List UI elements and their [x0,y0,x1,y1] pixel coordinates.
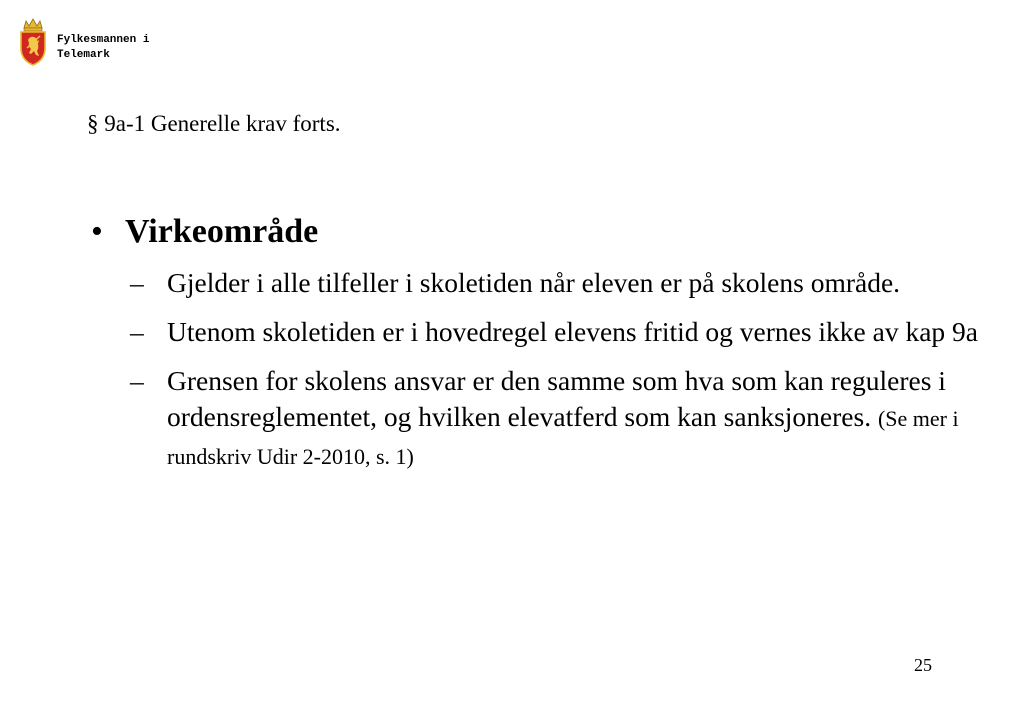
list-item-text: Utenom skoletiden er i hovedregel elevens fritid og vernes ikke av kap 9a [167,316,978,347]
list-item-text: Gjelder i alle tilfeller i skoletiden når eleven er på skolens område. [167,267,901,298]
slide-subtitle: § 9a-1 Generelle krav forts. [87,111,341,136]
org-name-line-2: Telemark [57,49,110,61]
list-item-text: Grensen for skolens ansvar er den samme som hva som kan reguleres i ordensreglementet, og hvilken elevatferd som kan sanksjoneres. [167,365,946,432]
list-item [130,265,1010,301]
page-number: 25 [914,655,932,675]
reference-note: (Se mer i rundskriv Udir 2-2010, s. 1) [167,406,959,469]
list-item [130,363,1010,475]
bullet-heading: Virkeområde [125,213,319,250]
bullet-marker: • [91,213,103,250]
organization-name [57,33,149,63]
list-item [130,314,1010,350]
dash-marker: – [130,316,144,347]
bullet-heading-row [91,211,318,253]
org-name-line-1: Fylkesmannen i [57,34,150,46]
norwegian-coat-of-arms-icon [18,18,48,66]
dash-marker: – [130,365,144,396]
dash-marker: – [130,267,144,298]
sub-bullet-list [130,265,1010,488]
